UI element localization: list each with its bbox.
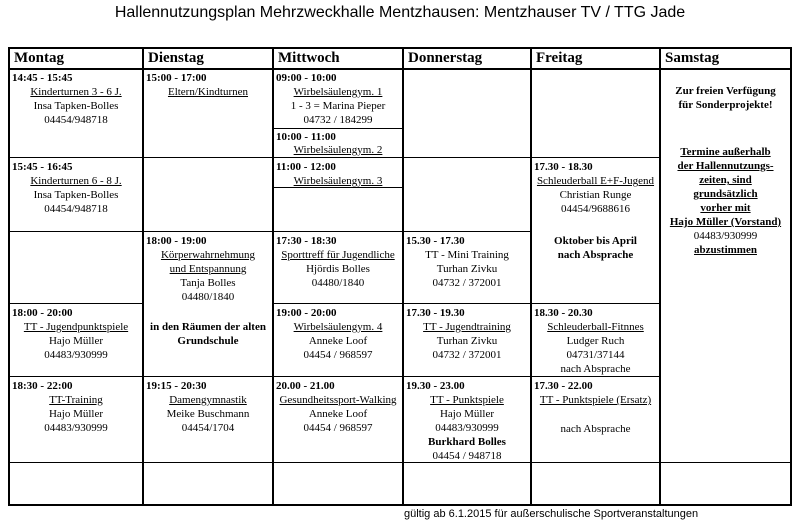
header-donnerstag: Donnerstag xyxy=(408,50,483,66)
header-mittwoch: Mittwoch xyxy=(278,50,340,66)
validity-note: gültig ab 6.1.2015 für außerschulische Sportveranstaltungen xyxy=(404,508,699,520)
header-dienstag: Dienstag xyxy=(148,50,204,66)
header-freitag: Freitag xyxy=(536,50,583,66)
page-title: Hallennutzungsplan Mehrzweckhalle Mentzhausen: Mentzhauser TV / TTG Jade xyxy=(114,4,686,21)
header-montag: Montag xyxy=(14,50,64,66)
header-samstag: Samstag xyxy=(665,50,720,66)
